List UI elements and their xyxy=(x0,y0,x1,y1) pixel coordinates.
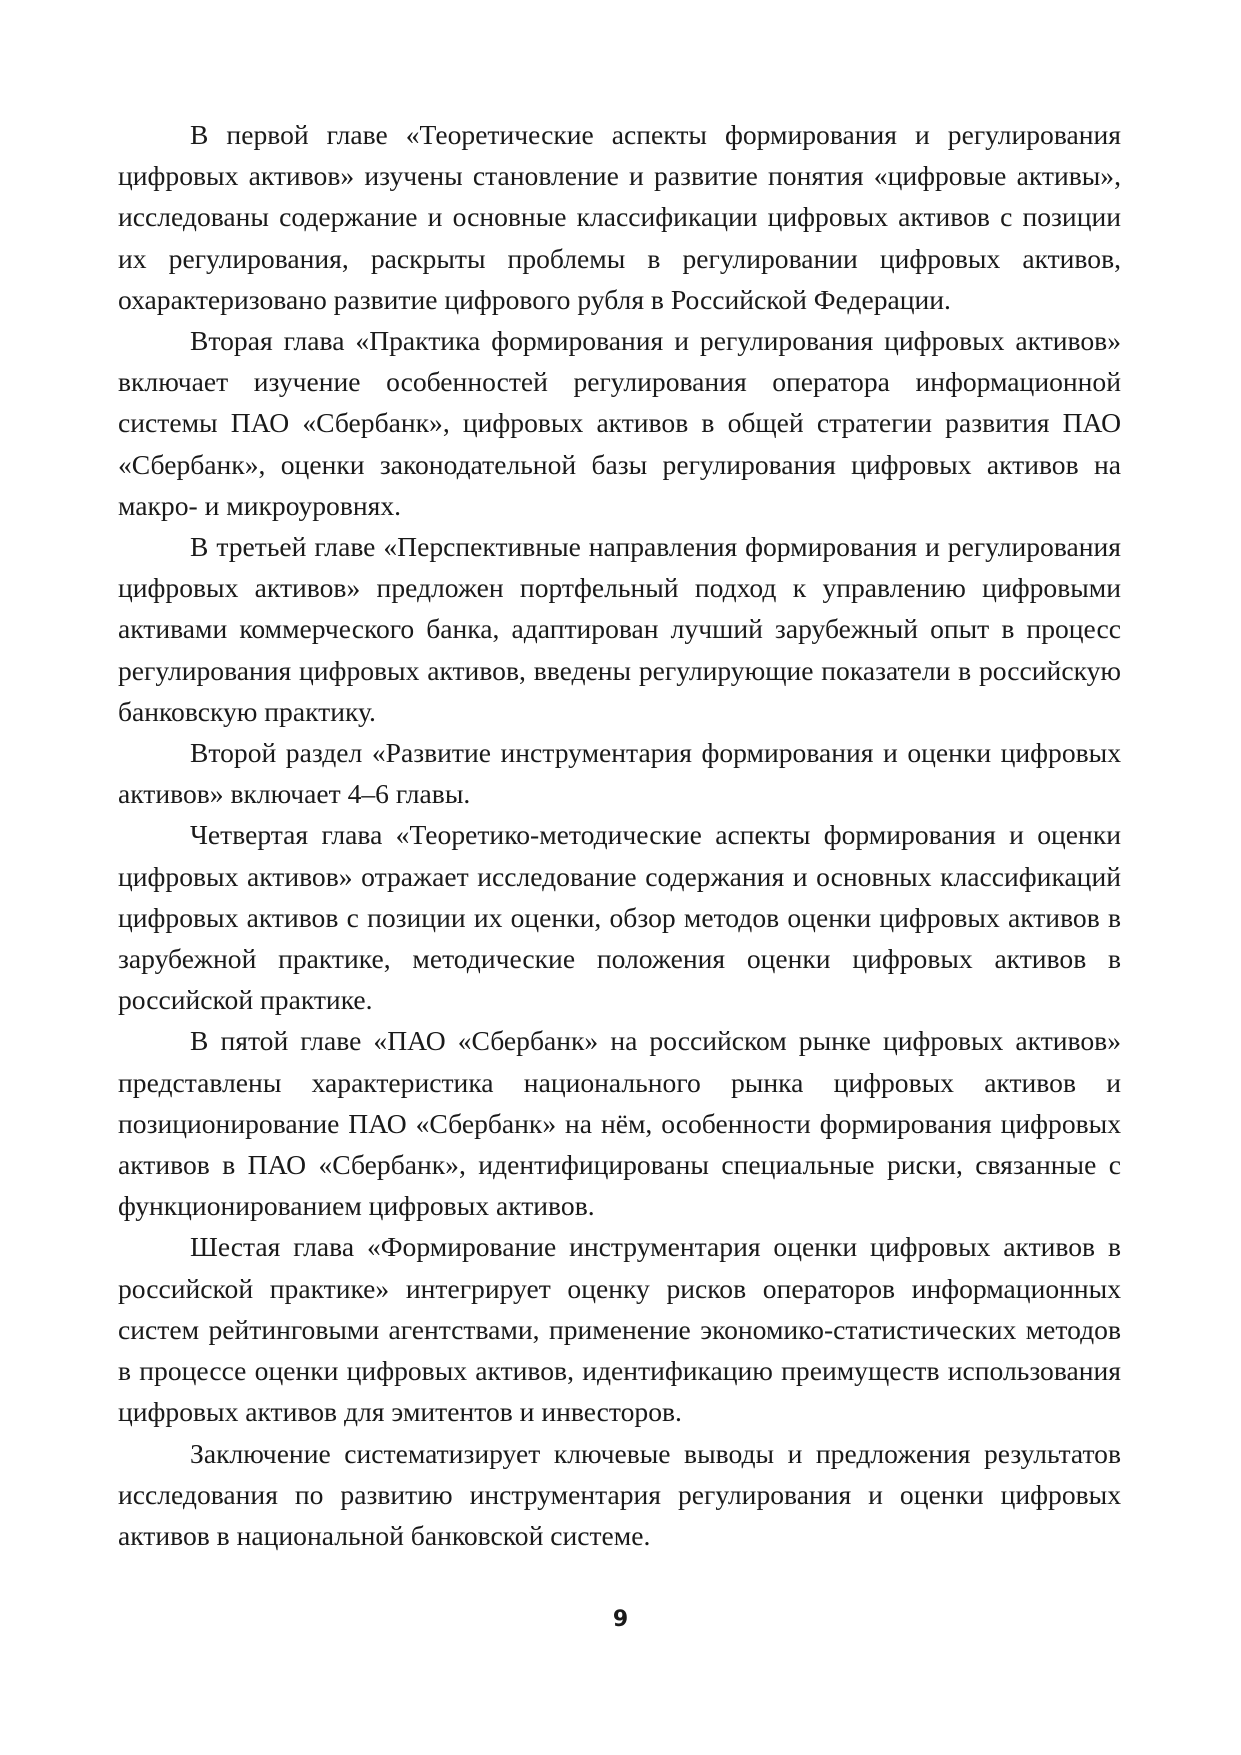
paragraph-section-2: Второй раздел «Развитие инструментария формирования и оценки цифровых активов» включает 4–6 главы. xyxy=(118,737,1121,810)
paragraph-chapter-5: В пятой главе «ПАО «Сбербанк» на российском рынке цифровых активов» представлены характеристика национального рынка цифровых активов и позиционирование ПАО «Сбербанк» на нём, особенности формирования цифровых активов в ПАО «Сбербанк», идентифицированы специальные риски, связанные с функционированием цифровых активов. xyxy=(118,1025,1121,1222)
paragraph-chapter-6: Шестая глава «Формирование инструментария оценки цифровых активов в российской практике» интегрирует оценку рисков операторов информационных систем рейтинговыми агентствами, применение экономико-статистических методов в процессе оценки цифровых активов, идентификацию преимуществ использования цифровых активов для эмитентов и инвесторов. xyxy=(118,1231,1121,1428)
page-number: 9 xyxy=(612,1607,629,1632)
page-body-text xyxy=(118,114,1121,1556)
paragraph-chapter-1: В первой главе «Теоретические аспекты формирования и регулирования цифровых активов» изучены становление и развитие понятия «цифровые активы», исследованы содержание и основные классификации цифровых активов с позиции их регулирования, раскрыты проблемы в регулировании цифровых активов, охарактеризовано развитие цифрового рубля в Российской Федерации. xyxy=(118,119,1121,315)
paragraph-conclusion: Заключение систематизирует ключевые выводы и предложения результатов исследования по развитию инструментария регулирования и оценки цифровых активов в национальной банковской системе. xyxy=(118,1437,1121,1551)
paragraph-chapter-4: Четвертая глава «Теоретико-методические аспекты формирования и оценки цифровых активов» отражает исследование содержания и основных классификаций цифровых активов с позиции их оценки, обзор методов оценки цифровых активов в зарубежной практике, методические положения оценки цифровых активов в российской практике. xyxy=(118,819,1121,1016)
paragraph-chapter-2: Вторая глава «Практика формирования и регулирования цифровых активов» включает изучение особенностей регулирования оператора информационной системы ПАО «Сбербанк», цифровых активов в общей стратегии развития ПАО «Сбербанк», оценки законодательной базы регулирования цифровых активов на макро- и микроуровнях. xyxy=(118,325,1121,521)
paragraph-chapter-3: В третьей главе «Перспективные направления формирования и регулирования цифровых активов» предложен портфельный подход к управлению цифровыми активами коммерческого банка, адаптирован лучший зарубежный опыт в процесс регулирования цифровых активов, введены регулирующие показатели в российскую банковскую практику. xyxy=(118,531,1121,727)
